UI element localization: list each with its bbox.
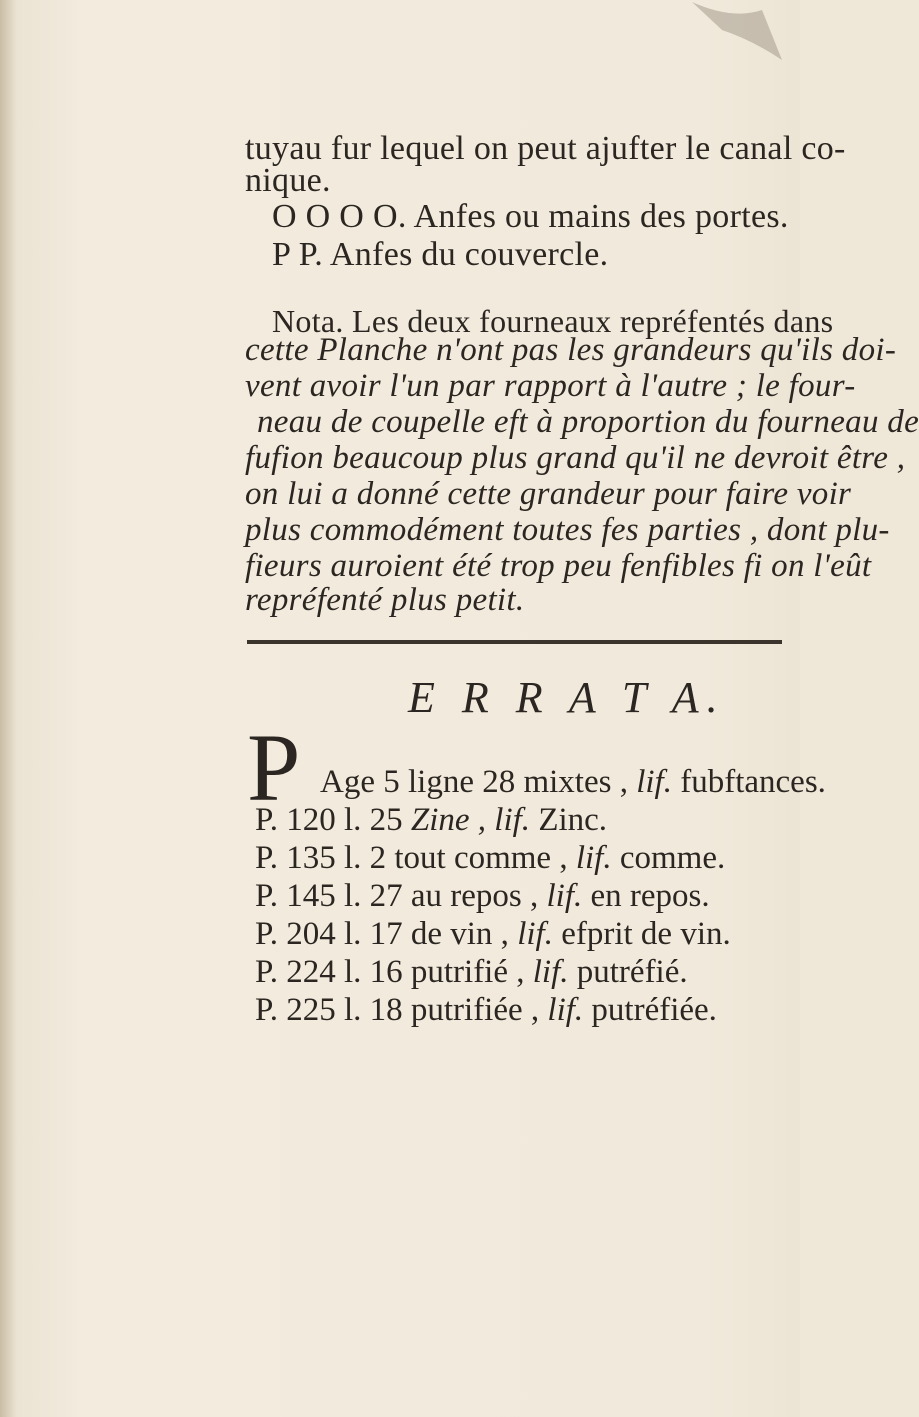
errata-ref: P. 145 l. 27 au repos , bbox=[255, 878, 547, 914]
errata-ref: P. 135 l. 2 tout comme , bbox=[255, 840, 576, 876]
errata-correction: putréfié. bbox=[568, 954, 688, 990]
nota-line-3: vent avoir l'un par rapport à l'autre ; le four- bbox=[245, 368, 856, 404]
errata-correction: fubftances. bbox=[671, 764, 826, 800]
errata-row bbox=[255, 992, 717, 1029]
legend-line-4: P P. Anfes du couvercle. bbox=[272, 236, 609, 273]
errata-lisez: lif. bbox=[636, 764, 672, 800]
errata-ref: P. 224 l. 16 putrifié , bbox=[255, 954, 533, 990]
errata-lisez: lif. bbox=[575, 840, 612, 876]
errata-lisez: lif. bbox=[532, 954, 569, 990]
section-divider-rule bbox=[247, 640, 782, 644]
errata-row bbox=[255, 802, 607, 839]
nota-line-2: cette Planche n'ont pas les grandeurs qu'ils doi- bbox=[245, 332, 897, 368]
page-binding-edge bbox=[0, 0, 14, 1417]
nota-text: Nota. Les deux fourneaux repréfentés dans bbox=[272, 303, 834, 339]
errata-row bbox=[255, 878, 710, 915]
nota-line-7: plus commodément toutes fes parties , dont plu- bbox=[245, 512, 890, 548]
errata-lisez: lif. bbox=[547, 992, 584, 1028]
errata-ref: Age 5 ligne 28 mixtes , bbox=[320, 764, 637, 800]
nota-line-4: neau de coupelle eft à proportion du fourneau de bbox=[257, 404, 919, 440]
errata-lisez: lif. bbox=[546, 878, 583, 914]
legend-line-1: tuyau fur lequel on peut ajufter le canal co- bbox=[245, 130, 846, 167]
errata-correction: putréfiée. bbox=[583, 992, 717, 1028]
errata-wrong: Zine bbox=[410, 802, 470, 838]
errata-row bbox=[255, 916, 731, 953]
errata-row bbox=[255, 840, 725, 877]
nota-line-8: fieurs auroient été trop peu fenfibles fi on l'eût bbox=[245, 548, 872, 584]
errata-lisez: lif. bbox=[517, 916, 553, 952]
errata-correction: comme. bbox=[611, 840, 726, 876]
legend-line-2: nique. bbox=[245, 162, 331, 199]
errata-title: E R R A T A. bbox=[408, 673, 726, 722]
corner-ink-smudge bbox=[682, 0, 792, 70]
legend-line-3: O O O O. Anfes ou mains des portes. bbox=[272, 198, 789, 235]
errata-lisez: , lif. bbox=[469, 802, 531, 838]
nota-line-9: repréfenté plus petit. bbox=[245, 582, 525, 618]
errata-correction: efprit de vin. bbox=[552, 916, 731, 952]
errata-row bbox=[255, 954, 688, 991]
errata-correction: en repos. bbox=[582, 878, 710, 914]
errata-row-first bbox=[320, 764, 826, 801]
errata-ref: P. 204 l. 17 de vin , bbox=[255, 916, 518, 952]
nota-line-6: on lui a donné cette grandeur pour faire voir bbox=[245, 476, 852, 512]
errata-correction: Zinc. bbox=[530, 802, 608, 838]
errata-ref: P. 225 l. 18 putrifiée , bbox=[255, 992, 548, 1028]
errata-ref: P. 120 l. 25 bbox=[255, 802, 411, 838]
nota-line-5: fufion beaucoup plus grand qu'il ne devroit être , bbox=[245, 440, 906, 476]
errata-dropcap: P bbox=[247, 714, 301, 821]
